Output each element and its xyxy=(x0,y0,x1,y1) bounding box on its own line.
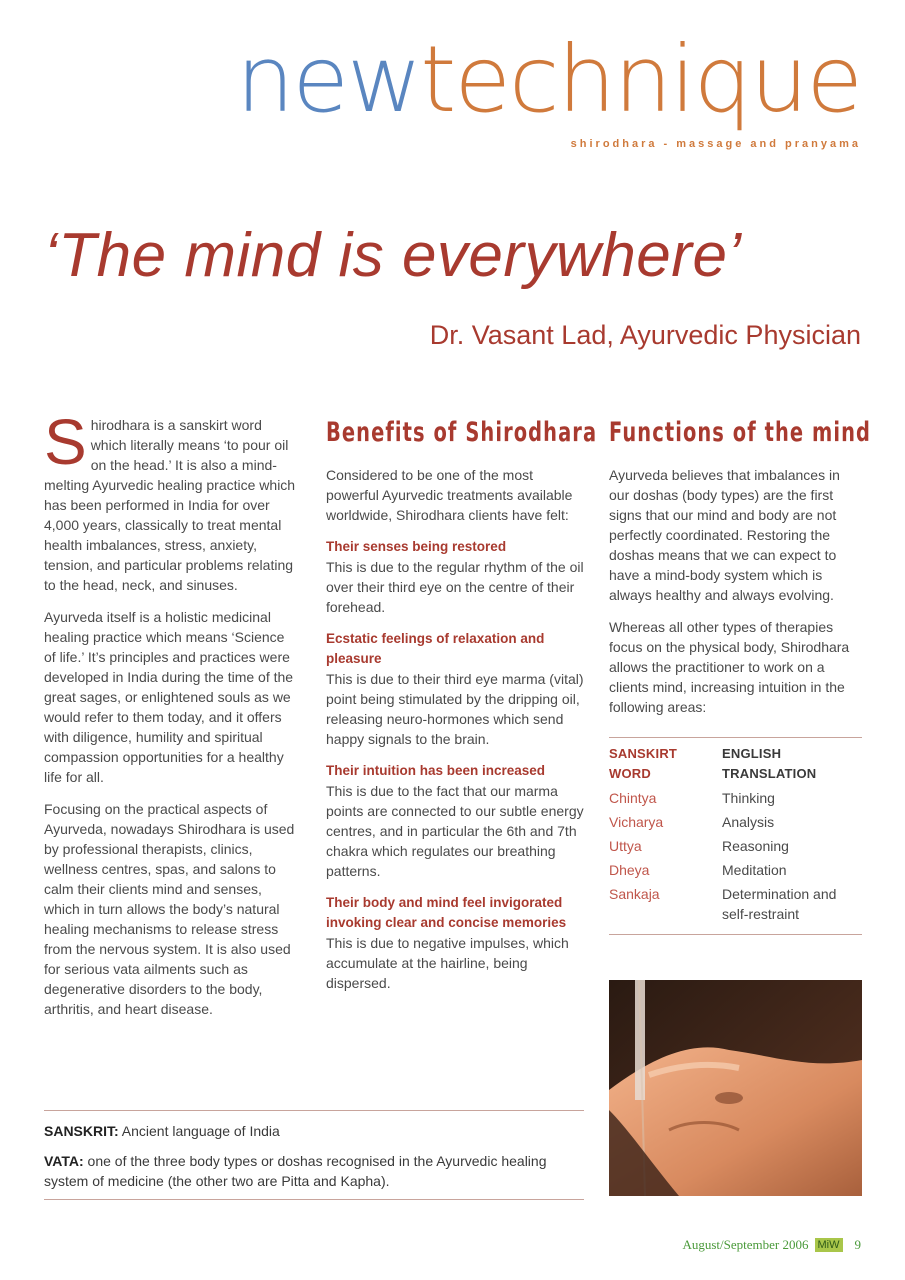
english-translation: Analysis xyxy=(722,814,775,830)
translation-table xyxy=(609,737,862,935)
table-header-row xyxy=(609,744,862,784)
glossary-term: SANSKRIT: xyxy=(44,1123,119,1139)
drop-cap: S xyxy=(44,406,87,478)
benefit-title: Ecstatic feelings of relaxation and pleasure xyxy=(326,631,545,666)
glossary-term: VATA: xyxy=(44,1153,84,1169)
sanskrit-word: Sankaja xyxy=(609,886,660,902)
glossary-definition: one of the three body types or doshas recognised in the Ayurvedic healing system of medicine (the other two are Pitta and Kapha). xyxy=(44,1153,547,1189)
section-subtitle: shirodhara - massage and pranyama xyxy=(570,138,861,150)
glossary-entry-vata xyxy=(44,1151,584,1191)
intro-text-1: hirodhara is a sanskirt word which literally means ‘to pour oil on the head.’ It is also a mind-melting Ayurvedic healing practice which has been performed in India for over 4,000 years, classically to treat mental health imbalances, stress, anxiety, tension, and particular problems relating to the head, neck, and sinuses. xyxy=(44,417,296,593)
table-row xyxy=(609,860,862,880)
glossary-box xyxy=(44,1110,584,1200)
intro-paragraph-2: Ayurveda itself is a holistic medicinal healing practice which means ‘Science of life.’ It’s principles and practices were developed in India during the time of the great sages, or enlightened souls as we would refer to them today, and it offers with diligence, humility and spiritual compassion opportunities for a healthy life for all. xyxy=(44,609,294,785)
magazine-logo: MiW xyxy=(815,1238,843,1252)
english-translation: Reasoning xyxy=(722,838,789,854)
benefit-item xyxy=(326,537,584,617)
sanskrit-word: Dheya xyxy=(609,862,650,878)
table-header-english: ENGLISH TRANSLATION xyxy=(722,746,817,781)
functions-paragraph-1: Ayurveda believes that imbalances in our doshas (body types) are the first signs that our mind and body are not perfectly coordinated. Restoring the doshas means that we can expect to have a mind-body system which is always healthy and always evolving. xyxy=(609,467,840,603)
benefit-text: This is due to negative impulses, which accumulate at the hairline, being dispersed. xyxy=(326,935,569,991)
pull-quote: ‘The mind is everywhere’ xyxy=(44,221,742,290)
column-functions xyxy=(609,415,872,935)
benefit-title: Their senses being restored xyxy=(326,539,507,554)
table-row xyxy=(609,836,862,856)
sanskrit-word: Chintya xyxy=(609,790,657,806)
functions-paragraph-2: Whereas all other types of therapies focus on the physical body, Shirodhara allows the practitioner to work on a clients mind, increasing intuition in the following areas: xyxy=(609,619,850,715)
english-translation: Determination and self-restraint xyxy=(722,886,837,922)
brand-technique: technique xyxy=(420,26,861,133)
table-row xyxy=(609,812,862,832)
table-header-sanskrit: SANSKIRT WORD xyxy=(609,746,678,781)
benefit-text: This is due to the fact that our marma points are connected to our subtle energy centres, and in particular the 6th and 7th chakra which regulates our breathing patterns. xyxy=(326,783,584,879)
benefit-text: This is due to their third eye marma (vital) point being stimulated by the dripping oil, releasing neuro-hormones which send happy signals to the brain. xyxy=(326,671,584,747)
page-footer xyxy=(682,1237,861,1253)
glossary-definition: Ancient language of India xyxy=(118,1123,280,1139)
benefit-title: Their intuition has been increased xyxy=(326,763,546,778)
issue-date: August/September 2006 xyxy=(682,1237,809,1252)
table-row xyxy=(609,788,862,808)
english-translation: Thinking xyxy=(722,790,775,806)
benefit-item xyxy=(326,629,584,749)
brand-new: new xyxy=(236,26,421,133)
table-row xyxy=(609,884,862,924)
column-benefits xyxy=(326,415,598,1005)
english-translation: Meditation xyxy=(722,862,787,878)
glossary-entry-sanskrit xyxy=(44,1121,584,1141)
benefit-title: Their body and mind feel invigorated invoking clear and concise memories xyxy=(326,895,567,930)
functions-heading: Functions of the mind xyxy=(609,417,872,448)
quote-attribution: Dr. Vasant Lad, Ayurvedic Physician xyxy=(429,320,861,350)
intro-paragraph-1 xyxy=(44,406,299,595)
page-number: 9 xyxy=(854,1237,861,1252)
magazine-section-title xyxy=(236,26,861,133)
benefit-text: This is due to the regular rhythm of the oil over their third eye on the centre of their forehead. xyxy=(326,559,584,615)
sanskrit-word: Vicharya xyxy=(609,814,664,830)
benefits-intro: Considered to be one of the most powerful Ayurvedic treatments available worldwide, Shirodhara clients have felt: xyxy=(326,467,573,523)
shirodhara-photo xyxy=(609,980,862,1196)
column-intro xyxy=(44,406,299,1031)
benefit-item xyxy=(326,761,584,881)
intro-paragraph-3: Focusing on the practical aspects of Ayurveda, nowadays Shirodhara is used by professional therapists, clinics, wellness centres, spas, and salons to calm their clients mind and senses, which in turn allows the body’s natural healing mechanisms to release stress from the nervous system. It is also used for serious vata ailments such as degenerative disorders to the body, arthritis, and heart disease. xyxy=(44,801,295,1017)
benefits-heading: Benefits of Shirodhara xyxy=(326,417,598,448)
sanskrit-word: Uttya xyxy=(609,838,642,854)
benefit-item xyxy=(326,893,584,993)
